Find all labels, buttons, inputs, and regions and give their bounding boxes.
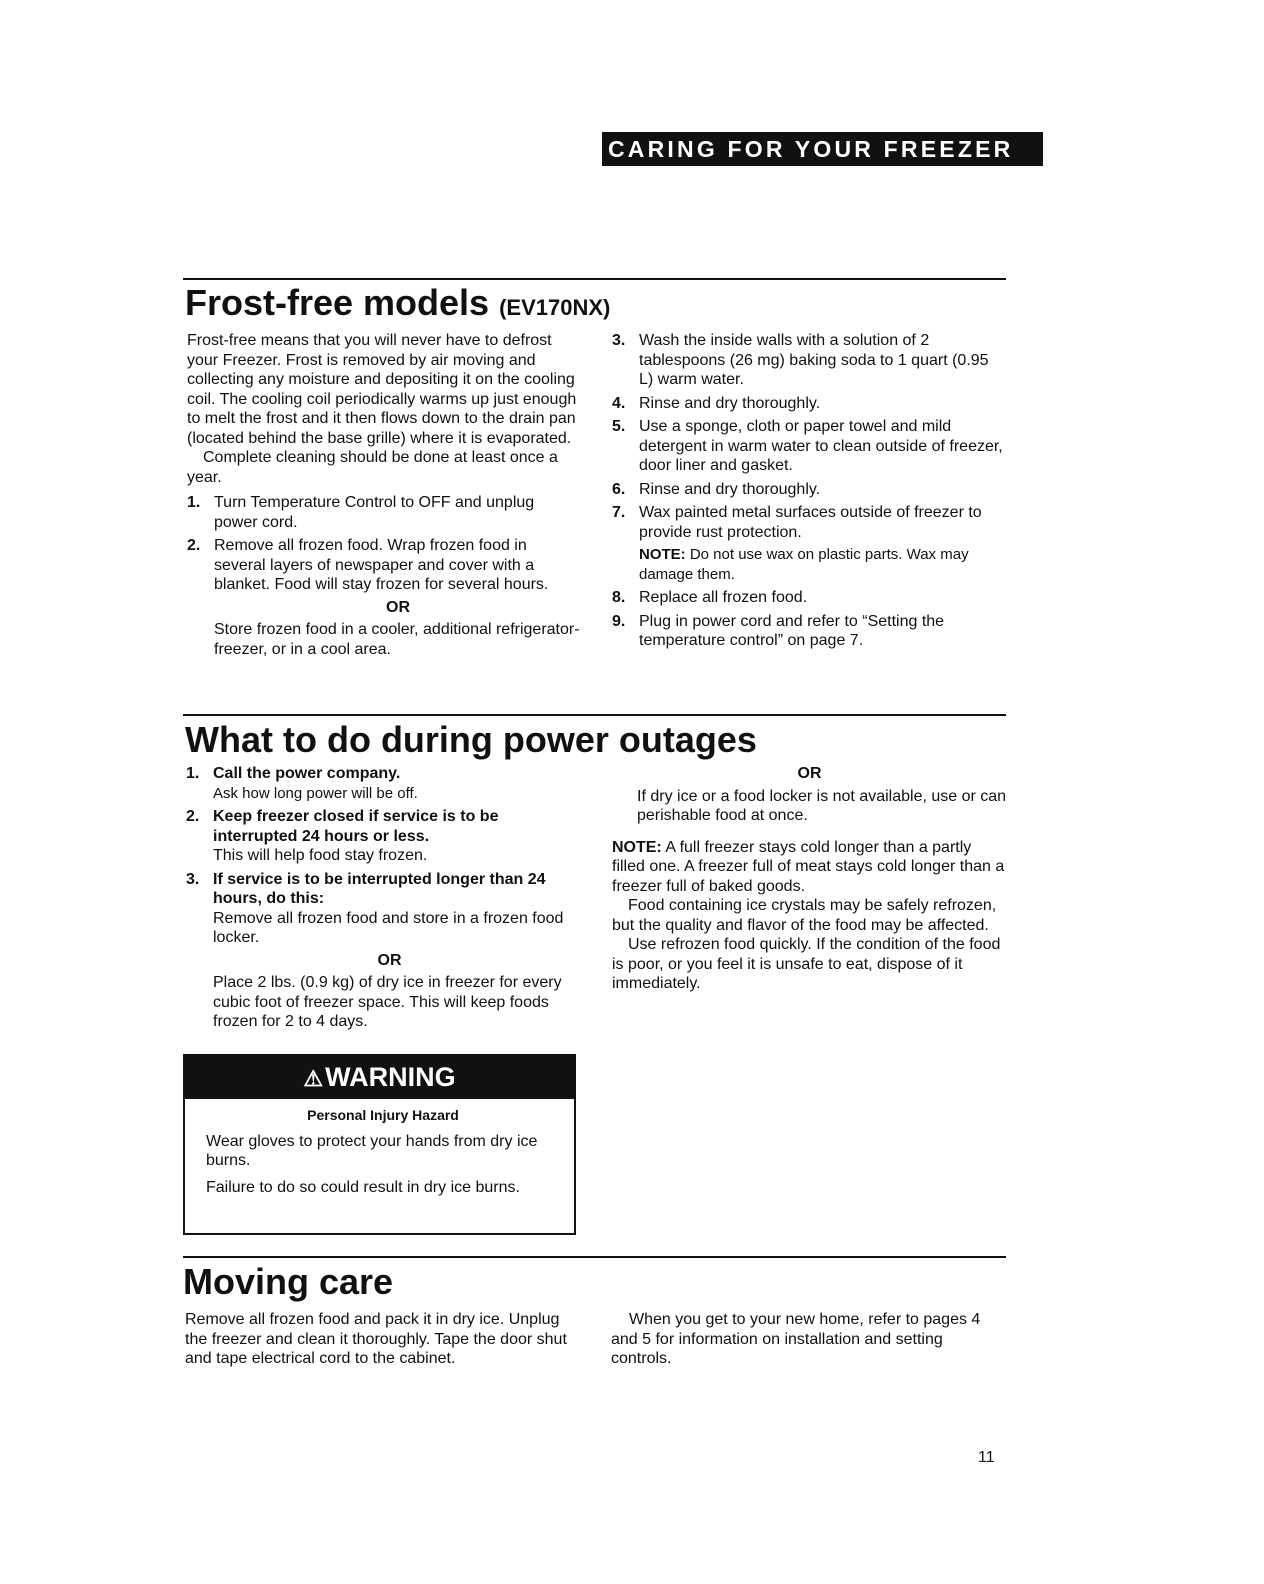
section-rule [183, 714, 1006, 716]
warning-triangle-icon: ⚠ [303, 1066, 324, 1091]
frost-steps-right [612, 331, 1007, 651]
page-number: 11 [978, 1449, 995, 1466]
frost-free-model: (EV170NX) [499, 295, 611, 320]
warning-hazard: Personal Injury Hazard [307, 1107, 459, 1123]
section-rule [183, 1256, 1006, 1258]
frost-step-6: 6. Rinse and dry thoroughly. [612, 480, 821, 498]
frost-steps-left [187, 493, 582, 659]
frost-step-2: 2. Remove all frozen food. Wrap frozen food in several layers of newspaper and cover with a blanket. Food will stay frozen for several hours. OR Store frozen food in a cooler, additional refrigerator-freezer, or in a cool area. [187, 536, 582, 659]
warning-body [206, 1106, 560, 1204]
power-left-column [186, 764, 566, 1036]
warning-header [185, 1056, 574, 1099]
power-note: NOTE: A full freezer stays cold longer than a partly filled one. A freezer full of meat stays cold longer than a freezer full of baked goods. [612, 838, 1005, 895]
or-divider: OR [377, 951, 402, 969]
power-note-2: Food containing ice crystals may be safely refrozen, but the quality and flavor of the food may be affected. [612, 897, 997, 934]
power-steps [186, 764, 566, 1032]
power-outage-heading: What to do during power outages [185, 719, 757, 760]
warning-line-1: Wear gloves to protect your hands from dry ice burns. [206, 1132, 538, 1169]
frost-step-5: 5. Use a sponge, cloth or paper towel and mild detergent in warm water to clean outside of freezer, door liner and gasket. [612, 418, 1003, 474]
frost-intro-2: Complete cleaning should be done at least once a year. [187, 449, 558, 486]
frost-step-4: 4. Rinse and dry thoroughly. [612, 394, 821, 412]
power-step-2: 2. Keep freezer closed if service is to be interrupted 24 hours or less. This will help food stay frozen. [186, 808, 499, 864]
power-step-3: 3. If service is to be interrupted longer than 24 hours, do this: Remove all frozen food and store in a frozen food locker. OR Place 2 lbs. (0.9 kg) of dry ice in freezer for every cubic foot of freezer space. This will keep foods frozen for 2 to 4 days. [186, 870, 566, 1032]
power-step-1: 1. Call the power company. Ask how long power will be off. [186, 765, 418, 802]
warning-box [183, 1054, 576, 1235]
frost-step-3: 3. Wash the inside walls with a solution of 2 tablespoons (26 mg) baking soda to 1 quart (0.95 L) warm water. [612, 332, 989, 388]
frost-step-8: 8. Replace all frozen food. [612, 589, 808, 606]
frost-step-7: 7. Wax painted metal surfaces outside of freezer to provide rust protection. NOTE: Do not use wax on plastic parts. Wax may damage them. [612, 503, 1007, 584]
frost-right-column [612, 331, 1007, 655]
power-alt-option: If dry ice or a food locker is not available, use or can perishable food at once. [637, 787, 1007, 824]
warning-line-2: Failure to do so could result in dry ice burns. [206, 1178, 520, 1196]
frost-step-9: 9. Plug in power cord and refer to “Setting the temperature control” on page 7. [612, 612, 945, 649]
frost-intro: Frost-free means that you will never have to defrost your Freezer. Frost is removed by air moving and collecting any moisture and depositing it on the cooling coil. The cooling coil periodically warms up just enough to melt the frost and it then flows down to the drain pan (located behind the base grille) where it is evaporated. [187, 332, 577, 447]
frost-free-heading [185, 283, 610, 328]
or-divider: OR [797, 765, 822, 782]
frost-step-1: 1. Turn Temperature Control to OFF and unplug power cord. [187, 494, 535, 531]
section-rule [183, 278, 1006, 280]
warning-title: WARNING [325, 1062, 456, 1092]
moving-care-heading: Moving care [183, 1261, 394, 1302]
frost-step-7-note: NOTE: Do not use wax on plastic parts. Wax may damage them. [639, 546, 969, 583]
section-banner: CARING FOR YOUR FREEZER [602, 132, 1043, 166]
frost-free-title: Frost-free models [185, 282, 490, 323]
power-note-3: Use refrozen food quickly. If the condition of the food is poor, or you feel it is unsafe to eat, dispose of it immediately. [612, 936, 1001, 992]
or-divider: OR [386, 598, 410, 616]
moving-left-text: Remove all frozen food and pack it in dry ice. Unplug the freezer and clean it thoroughly. Tape the door shut and tape electrical cord to the cabinet. [185, 1311, 567, 1367]
moving-right-text: When you get to your new home, refer to pages 4 and 5 for information on installation and setting controls. [611, 1311, 981, 1367]
frost-left-column [187, 331, 582, 663]
frost-step-2-alt: Store frozen food in a cooler, additional refrigerator-freezer, or in a cool area. [214, 621, 580, 658]
power-right-column [612, 764, 1007, 994]
